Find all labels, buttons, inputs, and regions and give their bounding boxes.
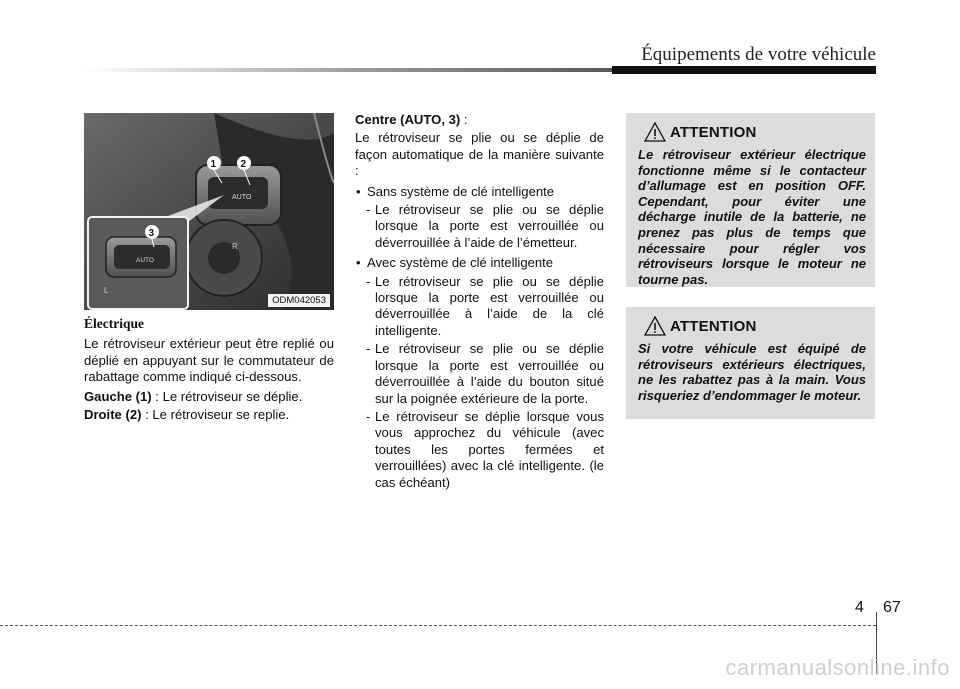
subsection-title: Électrique bbox=[84, 316, 144, 331]
caution-box bbox=[626, 307, 875, 419]
bullet-without-smart-key: • Sans système de clé intelligente bbox=[355, 184, 604, 200]
caution-box bbox=[626, 113, 875, 287]
left-item: Gauche (1) : Le rétroviseur se déplie. bbox=[84, 388, 303, 404]
caution-title: ATTENTION bbox=[670, 123, 757, 141]
side-letter-l: L bbox=[104, 286, 109, 295]
header-tab bbox=[612, 66, 876, 74]
callout-3: 3 bbox=[148, 228, 155, 239]
intro-paragraph: Le rétroviseur extérieur peut être replié ou déplié en appuyant sur le commutateur de rabattage comme indiqué ci-dessous. bbox=[84, 336, 334, 385]
warning-triangle-icon bbox=[644, 122, 666, 142]
mirror-switch-figure bbox=[84, 113, 334, 310]
warning-triangle-icon bbox=[644, 316, 666, 336]
center-intro: Le rétroviseur se plie ou se déplie de façon automatique de la manière suivante : bbox=[355, 130, 604, 179]
page-number: 67 bbox=[883, 599, 901, 616]
section-title: Équipements de votre véhicule bbox=[641, 44, 876, 65]
dash-item: - Le rétroviseur se plie ou se déplie lorsque la porte est verrouillée ou déverrouillée à l’aide de la clé intelligente. bbox=[355, 274, 604, 340]
mirror-switch-illustration bbox=[84, 113, 334, 310]
callout-1: 1 bbox=[210, 159, 217, 170]
dash-item: - Le rétroviseur se plie ou se déplie lorsque la porte est verrouillée ou déverrouillée à l’aide du bouton situé sur la poignée extérieure de la porte. bbox=[355, 341, 604, 407]
chapter-number: 4 bbox=[855, 599, 864, 616]
left-column bbox=[84, 316, 334, 425]
right-item: Droite (2) : Le rétroviseur se replie. bbox=[84, 407, 290, 423]
footer-rule bbox=[0, 625, 876, 626]
bullet-with-smart-key: • Avec système de clé intelligente bbox=[355, 255, 604, 271]
callout-2: 2 bbox=[240, 159, 247, 170]
middle-column bbox=[355, 112, 604, 493]
center-heading: Centre (AUTO, 3) : bbox=[355, 112, 468, 127]
switch-label: AUTO bbox=[232, 194, 252, 201]
dash-item: - Le rétroviseur se déplie lorsque vous vous approchez du véhicule (avec toutes les portes fermées et verrouillées) avec la clé intelligente. (le cas échéant) bbox=[355, 409, 604, 491]
side-letter-r: R bbox=[232, 242, 238, 251]
caution-text: Si votre véhicule est équipé de rétroviseurs extérieurs électriques, ne les rabattez pas à la main. Vous risqueriez d’endommager le moteur. bbox=[638, 341, 866, 403]
dash-item: - Le rétroviseur se plie ou se déplie lorsque la porte est verrouillée ou déverrouillée à l’aide de l’émetteur. bbox=[355, 202, 604, 251]
watermark: carmanualsonline.info bbox=[725, 655, 950, 680]
inset-switch-label: AUTO bbox=[136, 257, 154, 264]
figure-code: ODM042053 bbox=[268, 294, 330, 307]
caution-title: ATTENTION bbox=[670, 317, 757, 335]
caution-text: Le rétroviseur extérieur électrique fonctionne même si le contacteur d’allumage est en position OFF. Cependant, pour éviter une décharge inutile de la batterie, ne prenez pas plus de temps que nécessaire pour régler vos rétroviseurs lorsque le moteur ne tourne pas. bbox=[638, 147, 866, 287]
